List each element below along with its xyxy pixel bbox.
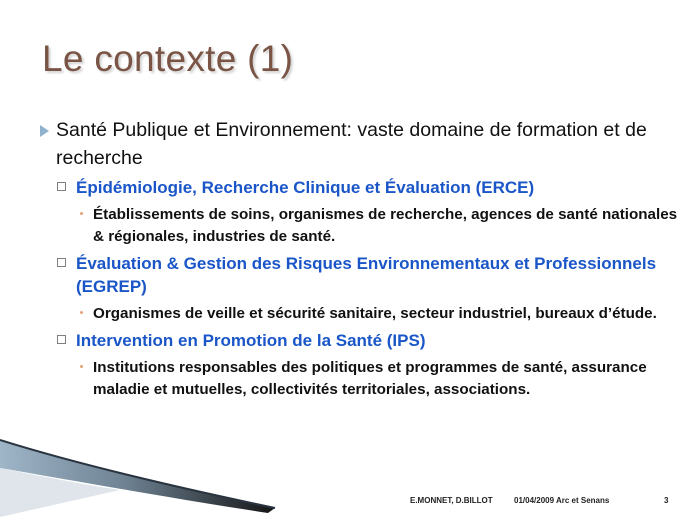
square-bullet-icon <box>57 335 66 344</box>
square-bullet-icon <box>57 182 66 191</box>
dot-bullet-icon <box>80 365 83 368</box>
section-detail-text: Organismes de veille et sécurité sanitaire, secteur industriel, bureaux d’étude. <box>93 305 657 322</box>
section-detail-erce <box>40 204 680 248</box>
dot-bullet-icon <box>80 212 83 215</box>
bullet-level1 <box>40 116 680 172</box>
decorative-swoosh <box>0 420 300 517</box>
section-heading-ips <box>40 329 680 352</box>
slide-content <box>40 116 680 401</box>
square-bullet-icon <box>57 258 66 267</box>
section-detail-ips <box>40 357 680 401</box>
slide-title: Le contexte (1) <box>42 38 294 79</box>
section-heading-text: Évaluation & Gestion des Risques Environnementaux et Professionnels (EGREP) <box>76 254 657 296</box>
section-heading-text: Intervention en Promotion de la Santé (IPS) <box>76 331 426 350</box>
footer-authors: E.MONNET, D.BILLOT <box>410 496 493 505</box>
section-heading-erce <box>40 176 680 199</box>
section-detail-text: Établissements de soins, organismes de recherche, agences de santé nationales & régionales, industries de santé. <box>93 206 678 245</box>
triangle-bullet-icon <box>40 125 49 137</box>
section-detail-text: Institutions responsables des politiques et programmes de santé, assurance maladie et mutuelles, collectivités territoriales, associations. <box>93 359 647 398</box>
section-heading-text: Épidémiologie, Recherche Clinique et Évaluation (ERCE) <box>76 178 535 197</box>
section-detail-egrep <box>40 303 680 325</box>
footer-date-place: 01/04/2009 Arc et Senans <box>514 496 610 505</box>
bullet-level1-text: Santé Publique et Environnement: vaste domaine de formation et de recherche <box>56 119 647 169</box>
dot-bullet-icon <box>80 311 83 314</box>
section-heading-egrep <box>40 252 680 298</box>
footer-page-number: 3 <box>664 496 669 505</box>
